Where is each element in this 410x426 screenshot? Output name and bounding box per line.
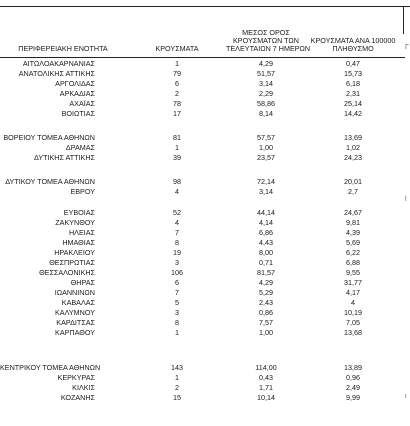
table-row	[0, 187, 410, 197]
region-cell: ΑΡΓΟΛΙΔΑΣ	[55, 79, 95, 88]
avg-cell: 5,29	[259, 288, 273, 297]
header-rule	[0, 57, 405, 58]
region-cell: ΚΑΡΠΑΘΟΥ	[55, 328, 95, 337]
region-cell: ΚΙΛΚΙΣ	[72, 383, 95, 392]
avg-cell: 0,86	[259, 308, 273, 317]
table-row	[0, 177, 410, 187]
cases-cell: 2	[175, 383, 179, 392]
table-row	[0, 373, 410, 383]
right-column-divider	[403, 6, 404, 34]
table-row	[0, 69, 410, 79]
avg-cell: 6,86	[259, 228, 273, 237]
region-cell: ΘΕΣΠΡΩΤΙΑΣ	[49, 258, 95, 267]
avg-cell: 81,57	[257, 268, 275, 277]
region-cell: ΙΩΑΝΝΙΝΩΝ	[54, 288, 95, 297]
per100k-cell: 14,42	[344, 109, 362, 118]
per100k-cell: 9,99	[346, 393, 360, 402]
avg-cell: 2,29	[259, 89, 273, 98]
cases-cell: 1	[175, 59, 179, 68]
per100k-cell: 2,49	[346, 383, 360, 392]
avg-cell: 51,57	[257, 69, 275, 78]
per100k-cell: 9,81	[346, 218, 360, 227]
avg-cell: 23,57	[257, 153, 275, 162]
header-per100k: ΚΡΟΥΣΜΑΤΑ ΑΝΑ 100000 ΠΛΗΘΥΣΜΟ	[310, 36, 396, 53]
cases-cell: 79	[173, 69, 181, 78]
per100k-cell: 7,05	[346, 318, 360, 327]
table-row	[0, 109, 410, 119]
right-edge-mark: l	[405, 196, 407, 203]
cases-cell: 6	[175, 278, 179, 287]
avg-cell: 114,00	[255, 363, 277, 372]
cases-cell: 7	[175, 228, 179, 237]
region-cell: ΔΡΑΜΑΣ	[65, 143, 95, 152]
table-row	[0, 328, 410, 338]
region-cell: ΔΥΤΙΚΗΣ ΑΤΤΙΚΗΣ	[34, 153, 95, 162]
table-row	[0, 258, 410, 268]
region-cell: ΔΥΤΙΚΟΥ ΤΟΜΕΑ ΑΘΗΝΩΝ	[5, 177, 95, 186]
region-cell: ΒΟΙΩΤΙΑΣ	[61, 109, 95, 118]
avg-cell: 10,14	[257, 393, 275, 402]
region-cell: ΗΛΕΙΑΣ	[68, 228, 95, 237]
cases-cell: 1	[175, 373, 179, 382]
cases-cell: 81	[173, 133, 181, 142]
cases-cell: 2	[175, 89, 179, 98]
per100k-cell: 2,31	[346, 89, 360, 98]
avg-cell: 8,14	[259, 109, 273, 118]
per100k-cell: 13,69	[344, 133, 362, 142]
table-row	[0, 363, 410, 373]
avg-cell: 7,57	[259, 318, 273, 327]
header-cases: ΚΡΟΥΣΜΑΤΑ	[155, 44, 199, 53]
per100k-cell: 6,18	[346, 79, 360, 88]
avg-cell: 58,86	[257, 99, 275, 108]
avg-cell: 4,43	[259, 238, 273, 247]
cases-cell: 1	[175, 328, 179, 337]
table-row	[0, 59, 410, 69]
table-row	[0, 228, 410, 238]
header-avg: ΜΕΣΟΣ ΟΡΟΣ ΚΡΟΥΣΜΑΤΩΝ ΤΩΝ ΤΕΛΕΥΤΑΙΩΝ 7 ΗΜΕΡΩΝ	[226, 28, 311, 53]
table-row	[0, 208, 410, 218]
table-row	[0, 278, 410, 288]
cases-cell: 52	[173, 208, 181, 217]
per100k-cell: 13,89	[344, 363, 362, 372]
table-row	[0, 248, 410, 258]
table-row	[0, 99, 410, 109]
per100k-cell: 10,19	[344, 308, 362, 317]
cases-cell: 143	[171, 363, 183, 372]
per100k-cell: 4	[351, 298, 355, 307]
avg-cell: 72,14	[257, 177, 275, 186]
avg-cell: 0,43	[259, 373, 273, 382]
right-edge-mark: ι	[405, 393, 407, 400]
avg-cell: 3,14	[259, 187, 273, 196]
per100k-cell: 5,69	[346, 238, 360, 247]
region-cell: ΚΕΝΤΡΙΚΟΥ ΤΟΜΕΑ ΑΘΗΝΩΝ	[0, 363, 101, 372]
avg-cell: 3,14	[259, 79, 273, 88]
per100k-cell: 1,02	[346, 143, 360, 152]
cases-cell: 19	[173, 248, 181, 257]
table-row	[0, 318, 410, 328]
header-region: ΠΕΡΙΦΕΡΕΙΑΚΗ ΕΝΟΤΗΤΑ	[18, 44, 108, 53]
cases-cell: 1	[175, 143, 179, 152]
region-cell: ΚΟΖΑΝΗΣ	[60, 393, 95, 402]
per100k-cell: 6,88	[346, 258, 360, 267]
avg-cell: 1,71	[259, 383, 273, 392]
per100k-cell: 15,73	[344, 69, 362, 78]
region-cell: ΚΑΡΔΙΤΣΑΣ	[56, 318, 95, 327]
region-cell: ΕΒΡΟΥ	[70, 187, 95, 196]
table-row	[0, 288, 410, 298]
per100k-cell: 2,7	[348, 187, 358, 196]
per100k-cell: 0,47	[346, 59, 360, 68]
region-cell: ΑΧΑΪΑΣ	[69, 99, 95, 108]
per100k-cell: 4,17	[346, 288, 360, 297]
table-row	[0, 79, 410, 89]
cases-cell: 8	[175, 318, 179, 327]
per100k-cell: 6,22	[346, 248, 360, 257]
avg-cell: 1,00	[259, 328, 273, 337]
cases-cell: 106	[171, 268, 183, 277]
region-cell: ΚΑΒΑΛΑΣ	[61, 298, 95, 307]
table-row	[0, 308, 410, 318]
cases-cell: 3	[175, 308, 179, 317]
avg-cell: 44,14	[257, 208, 275, 217]
cases-cell: 4	[175, 187, 179, 196]
avg-cell: 8,00	[259, 248, 273, 257]
table-row	[0, 238, 410, 248]
cases-cell: 98	[173, 177, 181, 186]
cases-cell: 39	[173, 153, 181, 162]
region-cell: ΒΟΡΕΙΟΥ ΤΟΜΕΑ ΑΘΗΝΩΝ	[3, 133, 95, 142]
table-row	[0, 298, 410, 308]
avg-cell: 4,14	[259, 218, 273, 227]
cases-cell: 5	[175, 298, 179, 307]
top-border	[0, 6, 410, 7]
table-row	[0, 89, 410, 99]
table-row	[0, 393, 410, 403]
per100k-cell: 0,96	[346, 373, 360, 382]
table-row	[0, 143, 410, 153]
right-edge-mark: Γ	[405, 44, 409, 51]
region-cell: ΚΕΡΚΥΡΑΣ	[57, 373, 95, 382]
region-cell: ΘΗΡΑΣ	[70, 278, 95, 287]
per100k-cell: 31,77	[344, 278, 362, 287]
per100k-cell: 24,23	[344, 153, 362, 162]
avg-cell: 2,43	[259, 298, 273, 307]
region-cell: ΚΑΛΥΜΝΟΥ	[55, 308, 95, 317]
cases-cell: 6	[175, 79, 179, 88]
region-cell: ΑΡΚΑΔΙΑΣ	[59, 89, 95, 98]
region-cell: ΕΥΒΟΙΑΣ	[63, 208, 95, 217]
cases-cell: 15	[173, 393, 181, 402]
table-row	[0, 268, 410, 278]
table-row	[0, 218, 410, 228]
region-cell: ΘΕΣΣΑΛΟΝΙΚΗΣ	[39, 268, 95, 277]
avg-cell: 1,00	[259, 143, 273, 152]
region-cell: ΑΝΑΤΟΛΙΚΗΣ ΑΤΤΙΚΗΣ	[18, 69, 95, 78]
per100k-cell: 9,55	[346, 268, 360, 277]
per100k-cell: 24,67	[344, 208, 362, 217]
avg-cell: 4,29	[259, 278, 273, 287]
per100k-cell: 4,39	[346, 228, 360, 237]
per100k-cell: 20,01	[344, 177, 362, 186]
cases-cell: 4	[175, 218, 179, 227]
table-row	[0, 153, 410, 163]
cases-cell: 3	[175, 258, 179, 267]
region-cell: ΗΡΑΚΛΕΙΟΥ	[54, 248, 95, 257]
region-cell: ΑΙΤΩΛΟΑΚΑΡΝΑΝΙΑΣ	[22, 59, 95, 68]
cases-cell: 17	[173, 109, 181, 118]
avg-cell: 4,29	[259, 59, 273, 68]
table-row	[0, 133, 410, 143]
avg-cell: 0,71	[259, 258, 273, 267]
per100k-cell: 25,14	[344, 99, 362, 108]
region-cell: ΗΜΑΘΙΑΣ	[62, 238, 95, 247]
table-row	[0, 383, 410, 393]
cases-cell: 78	[173, 99, 181, 108]
region-cell: ΖΑΚΥΝΘΟΥ	[55, 218, 95, 227]
cases-cell: 8	[175, 238, 179, 247]
per100k-cell: 13,68	[344, 328, 362, 337]
avg-cell: 57,57	[257, 133, 275, 142]
cases-cell: 7	[175, 288, 179, 297]
